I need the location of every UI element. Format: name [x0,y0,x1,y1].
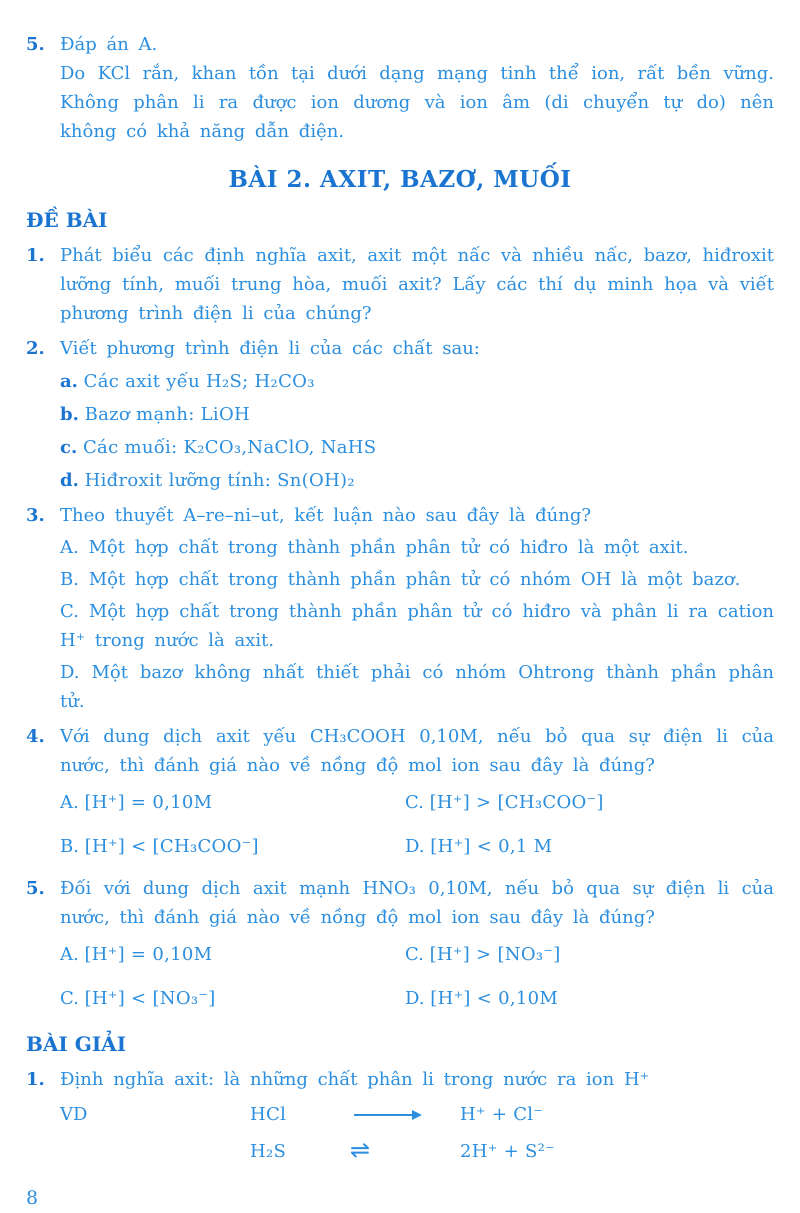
subitem-a-label: a. [60,371,78,392]
question-3-option-d [60,658,774,716]
option-d-text: Một bazơ không nhất thiết phải có nhóm Ohtrong thành phần phân tử. [60,662,774,712]
option-a-text: [H⁺] = 0,10M [84,943,213,965]
question-3-option-a [60,533,774,562]
solution-item-1 [26,1065,774,1094]
question-5-option-row-1 [60,932,774,976]
subitem-b-label: b. [60,404,79,425]
subitem-c-label: c. [60,437,78,458]
option-b-text: Một hợp chất trong thành phần phân tử có nhóm OH là một bazơ. [88,569,741,590]
equation-2-rhs: 2H⁺ + S²⁻ [460,1141,555,1162]
question-2-number: 2. [26,338,45,359]
answer-body: Do KCl rắn, khan tồn tại dưới dạng mạng tinh thể ion, rất bền vững. Không phân li ra được ion dương và ion âm (di chuyển tự do) nên không có khả năng dẫn điện. [60,63,774,142]
equation-1-lhs: HCl [250,1104,287,1125]
question-2-subitem-d [60,466,774,495]
option-d-label: D. [405,835,425,857]
option-b-label: B. [60,835,79,857]
question-4-option-d [405,832,774,861]
question-2-subitem-a [60,367,774,396]
subitem-a-text: Các axit yếu H₂S; H₂CO₃ [83,371,315,392]
question-5-option-c [405,940,774,969]
option-d-text: [H⁺] < 0,10M [430,987,559,1009]
question-4-option-c [405,788,774,817]
question-2 [26,334,774,363]
question-5-option-d [405,984,774,1013]
page-number: 8 [26,1187,39,1209]
question-5-option-a [60,940,405,969]
question-4-number: 4. [26,726,45,747]
question-3-number: 3. [26,505,45,526]
option-c-text: [H⁺] > [NO₃⁻] [429,943,561,965]
option-c2-text: [H⁺] < [NO₃⁻] [84,987,216,1009]
question-1-number: 1. [26,245,45,266]
question-4-option-row-1 [60,780,774,824]
answer-number: 5. [26,34,45,55]
yields-arrow-icon [350,1106,422,1124]
answer-item-5 [26,30,774,146]
equation-1-arrow [350,1100,460,1129]
question-4-option-b [60,832,405,861]
question-2-text: Viết phương trình điện li của các chất sau: [60,338,480,359]
question-3-option-b [60,565,774,594]
question-4 [26,722,774,780]
equation-2-arrow [350,1136,460,1167]
solution-1-number: 1. [26,1069,45,1090]
subitem-d-label: d. [60,470,79,491]
example-label: VD [60,1104,88,1125]
question-5-option-row-2 [60,976,774,1020]
answer-content [60,30,774,146]
option-c-label: C. [405,943,424,965]
subitem-c-text: Các muối: K₂CO₃,NaClO, NaHS [82,437,377,458]
lesson-title: BÀI 2. AXIT, BAZƠ, MUỐI [228,166,572,193]
equation-1-rhs: H⁺ + Cl⁻ [460,1104,544,1125]
option-d-text: [H⁺] < 0,1 M [430,835,553,857]
question-4-text: Với dung dịch axit yếu CH₃COOH 0,10M, nếu bỏ qua sự điện li của nước, thì đánh giá nào về nồng độ mol ion sau đây là đúng? [60,726,774,776]
question-1-text: Phát biểu các định nghĩa axit, axit một nấc và nhiều nấc, bazơ, hiđroxit lưỡng tính, muối trung hòa, muối axit? Lấy các thí dụ minh họa và viết phương trình điện li của chúng? [60,245,774,324]
subitem-b-text: Bazơ mạnh: LiOH [84,404,251,425]
question-3-text: Theo thuyết A–re–ni–ut, kết luận nào sau đây là đúng? [60,505,592,526]
option-a-label: A. [60,943,79,965]
question-4-option-row-2 [60,824,774,868]
answer-heading: Đáp án A. [60,34,158,55]
option-c-label: C. [405,791,424,813]
question-2-subitem-c [60,433,774,462]
equation-row-1 [26,1098,774,1131]
option-c-label: C. [60,601,79,622]
question-5-number: 5. [26,878,45,899]
option-d-label: D. [405,987,425,1009]
solution-1-text: Định nghĩa axit: là những chất phân li trong nước ra ion H⁺ [60,1069,650,1090]
question-2-subitem-b [60,400,774,429]
option-a-text: Một hợp chất trong thành phần phân tử có hiđro là một axit. [88,537,689,558]
equation-row-2 [26,1135,774,1168]
question-5 [26,874,774,932]
option-d-label: D. [60,662,80,683]
option-c-text: Một hợp chất trong thành phần phân tử có hiđro và phân li ra cation H⁺ trong nước là axit. [60,601,774,651]
subitem-d-text: Hiđroxit lưỡng tính: Sn(OH)₂ [84,470,355,491]
equation-2-lhs: H₂S [250,1141,287,1162]
question-5-text: Đối với dung dịch axit mạnh HNO₃ 0,10M, nếu bỏ qua sự điện li của nước, thì đánh giá nào về nồng độ mol ion sau đây là đúng? [60,878,774,928]
option-a-label: A. [60,537,79,558]
question-3 [26,501,774,530]
option-b-label: B. [60,569,79,590]
option-c2-label: C. [60,987,79,1009]
question-5-option-c2 [60,984,405,1013]
option-a-label: A. [60,791,79,813]
question-4-option-a [60,788,405,817]
section-heading-bai-giai: BÀI GIẢI [26,1032,127,1056]
option-a-text: [H⁺] = 0,10M [84,791,213,813]
equilibrium-arrows-icon: ⇌ [350,1136,371,1164]
question-1 [26,241,774,328]
option-b-text: [H⁺] < [CH₃COO⁻] [84,835,259,857]
option-c-text: [H⁺] > [CH₃COO⁻] [429,791,604,813]
question-3-option-c [60,597,774,655]
section-heading-de-bai: ĐỀ BÀI [26,208,108,232]
